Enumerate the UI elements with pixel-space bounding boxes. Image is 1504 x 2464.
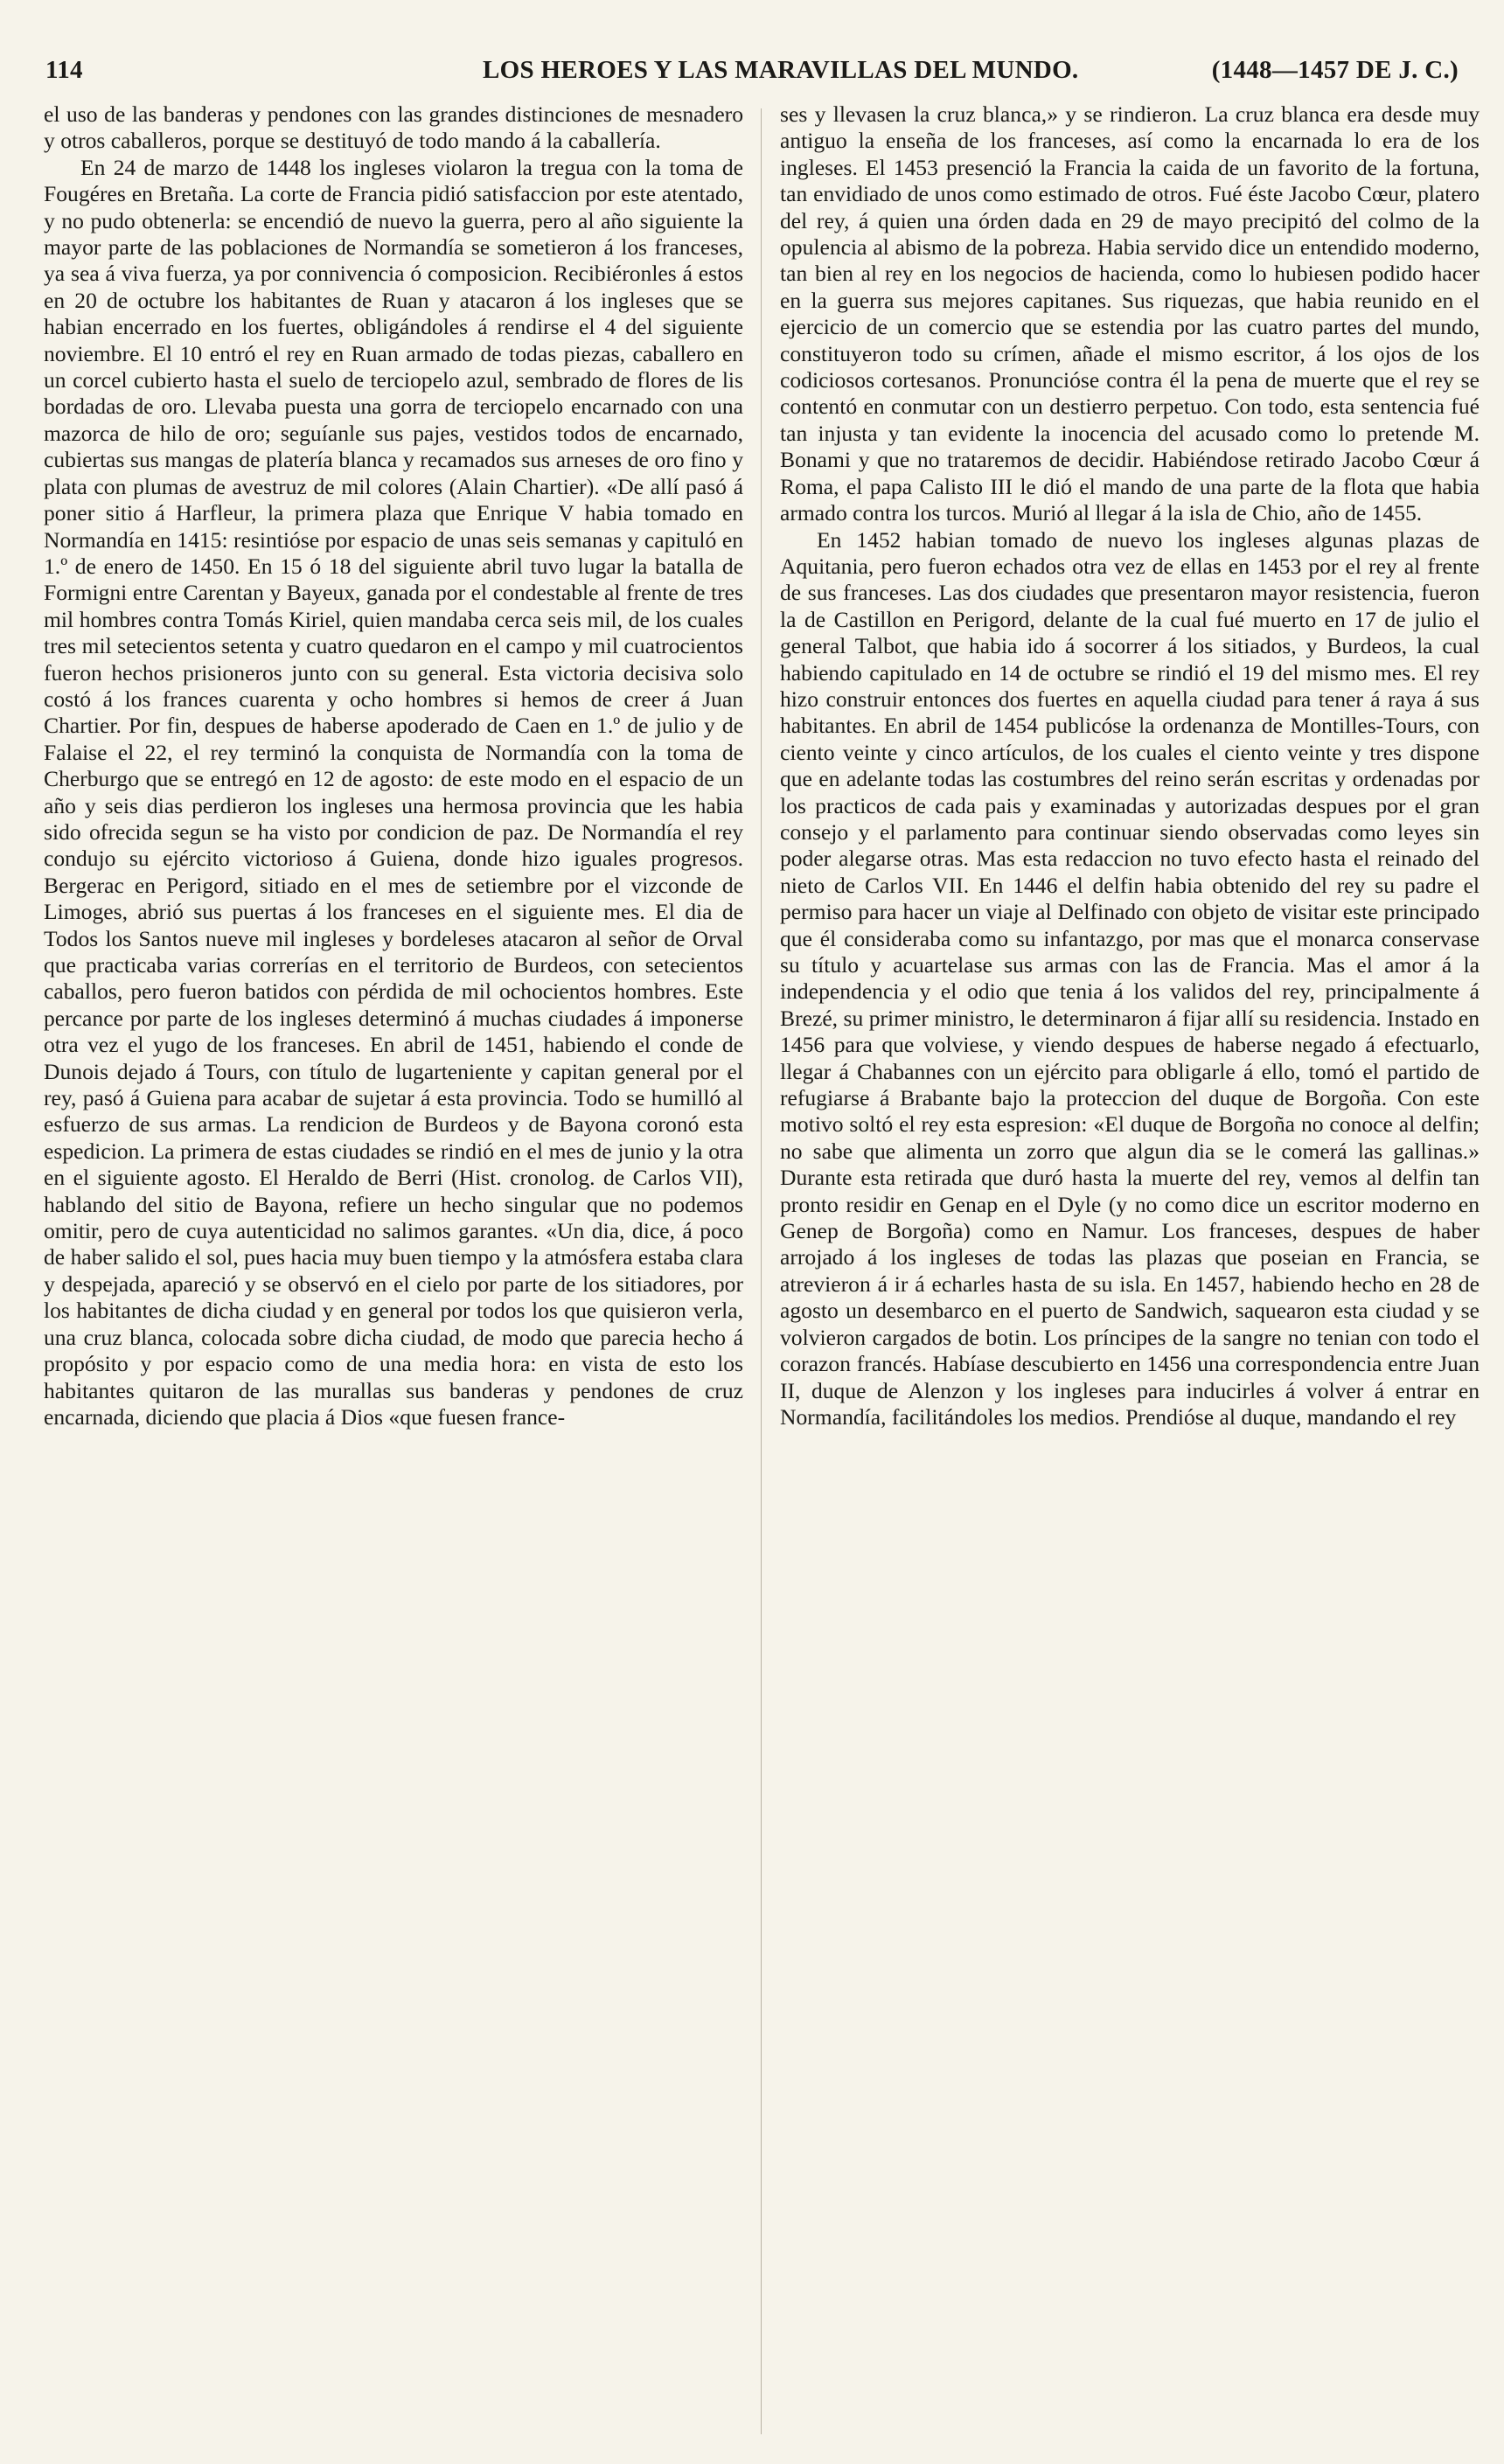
paragraph: el uso de las banderas y pendones con las grandes distinciones de mesnadero y otros caballeros, porque se destituyó de todo mando á la caballería. (44, 101, 743, 154)
paragraph: En 1452 habian tomado de nuevo los ingleses algunas plazas de Aquitania, pero fueron echados otra vez de ellas en 1453 por el rey al frente de sus franceses. Las dos ciudades que presentaron mayor resistencia, fueron la de Castillon en Perigord, delante de la cual fué muerto en 17 de julio el general Talbot, que habia ido á socorrer á los sitiados, y Burdeos, la cual habiendo capitulado en 14 de octubre se rindió el 19 del mismo mes. El rey hizo construir entonces dos fuertes en aquella ciudad para tener á raya á sus habitantes. En abril de 1454 publicóse la ordenanza de Montilles-Tours, con ciento veinte y cinco artículos, de los cuales el ciento veinte y tres dispone que en adelante todas las costumbres del reino serán escritas y ordenadas por los practicos de cada pais y examinadas y autorizadas despues por el gran consejo y el parlamento para continuar siendo observadas como leyes sin poder alegarse otras. Mas esta redaccion no tuvo efecto hasta el reinado del nieto de Carlos VII. En 1446 el delfin habia obtenido del rey su padre el permiso para hacer un viaje al Delfinado con objeto de visitar este principado que él consideraba como su infantazgo, por mas que el monarca conservase su título y acuartelase sus armas con las de Francia. Mas el amor á la independencia y el odio que tenia á los validos del rey, principalmente á Brezé, su primer ministro, le determinaron á fijar allí su residencia. Instado en 1456 para que volviese, y viendo despues de haberse negado á efectuarlo, llegar á Chabannes con un ejército para obligarle á ello, tomó el partido de refugiarse á Brabante bajo la proteccion del duque de Borgoña. Con este motivo soltó el rey esta espresion: «El duque de Borgoña no conoce al delfin; no sabe que alimenta un zorro que algun dia se le comerá las gallinas.» Durante esta retirada que duró hasta la muerte del rey, vemos al delfin tan pronto residir en Genap en el Dyle (y no como dice un escritor moderno en Genep de Borgoña) como en Namur. Los franceses, despues de haber arrojado á los ingleses de todas las plazas que poseian en Francia, se atrevieron á ir á echarles hasta de su isla. En 1457, habiendo hecho en 28 de agosto un desembarco en el puerto de Sandwich, saquearon esta ciudad y se volvieron cargados de botin. Los príncipes de la sangre no tenian con todo el corazon francés. Habíase descubierto en 1456 una correspondencia entre Juan II, duque de Alenzon y los ingleses para inducirles á volver á entrar en Normandía, facilitándoles los medios. Prendióse al duque, mandando el rey (780, 526, 1480, 1430)
column-divider (761, 108, 762, 2434)
paragraph: En 24 de marzo de 1448 los ingleses violaron la tregua con la toma de Fougéres en Bretaña. La corte de Francia pidió satisfaccion por este atentado, y no pudo obtenerla: se encendió de nuevo la guerra, pero al año siguiente la mayor parte de las poblaciones de Normandía se sometieron á los franceses, ya sea á viva fuerza, ya por connivencia ó composicion. Recibiéronles á estos en 20 de octubre los habitantes de Ruan y atacaron á los ingleses que se habian encerrado en los fuertes, obligándoles á rendirse el 4 del siguiente noviembre. El 10 entró el rey en Ruan armado de todas piezas, caballero en un corcel cubierto hasta el suelo de terciopelo azul, sembrado de flores de lis bordadas de oro. Llevaba puesta una gorra de terciopelo encarnado con una mazorca de hilo de oro; seguíanle sus pajes, vestidos todos de encarnado, cubiertas sus mangas de platería blanca y recamados sus arneses de oro fino y plata con plumas de avestruz de mil colores (Alain Chartier). «De allí pasó á poner sitio á Harfleur, la primera plaza que Enrique V habia tomado en Normandía en 1415: resintióse por espacio de unas seis semanas y capituló en 1.º de enero de 1450. En 15 ó 18 del siguiente abril tuvo lugar la batalla de Formigni entre Carentan y Bayeux, ganada por el condestable al frente de tres mil hombres contra Tomás Kiriel, quien mandaba cerca seis mil, de los cuales tres mil setecientos setenta y cuatro quedaron en el campo y mil cuatrocientos fueron hechos prisioneros junto con su general. Esta victoria decisiva solo costó á los frances cuarenta y ocho hombres si hemos de creer á Juan Chartier. Por fin, despues de haberse apoderado de Caen en 1.º de julio y de Falaise el 22, el rey terminó la conquista de Normandía con la toma de Cherburgo que se entregó en 12 de agosto: de este modo en el espacio de un año y seis dias perdieron los ingleses una hermosa provincia que les habia sido ofrecida segun se ha visto por condicion de paz. De Normandía el rey condujo su ejército victorioso á Guiena, donde hizo iguales progresos. Bergerac en Perigord, sitiado en el mes de setiembre por el vizconde de Limoges, abrió sus puertas á los franceses en el siguiente mes. El dia de Todos los Santos nueve mil ingleses y bordeleses atacaron al señor de Orval que practicaba varias correrías en el territorio de Burdeos, con setecientos caballos, pero fueron batidos con pérdida de mil ochocientos hombres. Este percance por parte de los ingleses determinó á muchas ciudades á imponerse otra vez el yugo de los franceses. En abril de 1451, habiendo el conde de Dunois dejado á Tours, con título de lugarteniente y capitan general por el rey, pasó á Guiena para acabar de sujetar á esta provincia. Todo se humilló al esfuerzo de sus armas. La rendicion de Burdeos y de Bayona coronó esta espedicion. La primera de estas ciudades se rindió en el mes de junio y la otra en el siguiente agosto. El Heraldo de Berri (Hist. cronolog. de Carlos VII), hablando del sitio de Bayona, refiere un hecho singular que no podemos omitir, pero de cuya autenticidad no salimos garantes. «Un dia, dice, á poco de haber salido el sol, pues hacia muy buen tiempo y la atmósfera estaba clara y despejada, apareció y se observó en el cielo por parte de los sitiadores, por los habitantes de dicha ciudad y en general por todos los que quisieron verla, una cruz blanca, colocada sobre dicha ciudad, de modo que parecia hecho á propósito y por espacio como de una media hora: en vista de esto los habitantes quitaron de las murallas sus banderas y pendones de cruz encarnada, diciendo que placia á Dios «que fuesen france- (44, 154, 743, 1430)
right-column (780, 101, 1480, 2449)
page-number: 114 (45, 56, 83, 84)
left-column (44, 101, 743, 2449)
date-range: (1448—1457 DE J. C.) (1211, 56, 1459, 84)
paragraph: ses y llevasen la cruz blanca,» y se rindieron. La cruz blanca era desde muy antiguo la enseña de los franceses, así como la encarnada lo era de los ingleses. El 1453 presenció la Francia la caida de un favorito de la fortuna, tan envidiado de unos como estimado de otros. Fué éste Jacobo Cœur, platero del rey, á quien una órden dada en 29 de mayo precipitó del colmo de la opulencia al abismo de la pobreza. Habia servido dice un entendido moderno, tan bien al rey en los negocios de hacienda, como lo hubiesen podido hacer en la guerra sus mejores capitanes. Sus riquezas, que habia reunido en el ejercicio de un comercio que se estendia por las cuatro partes del mundo, constituyeron todo su crímen, añade el mismo escritor, á los ojos de los codiciosos cortesanos. Pronuncióse contra él la pena de muerte que el rey se contentó en conmutar con un destierro perpetuo. Con todo, esta sentencia fué tan injusta y tan evidente la inocencia del acusado como lo pretende M. Bonami y que no trataremos de decidir. Habiéndose retirado Jacobo Cœur á Roma, el papa Calisto III le dió el mando de una parte de la flota que habia armado contra los turcos. Murió al llegar á la isla de Chio, año de 1455. (780, 101, 1480, 526)
running-title: LOS HEROES Y LAS MARAVILLAS DEL MUNDO. (483, 56, 1079, 84)
running-header (45, 56, 1459, 94)
